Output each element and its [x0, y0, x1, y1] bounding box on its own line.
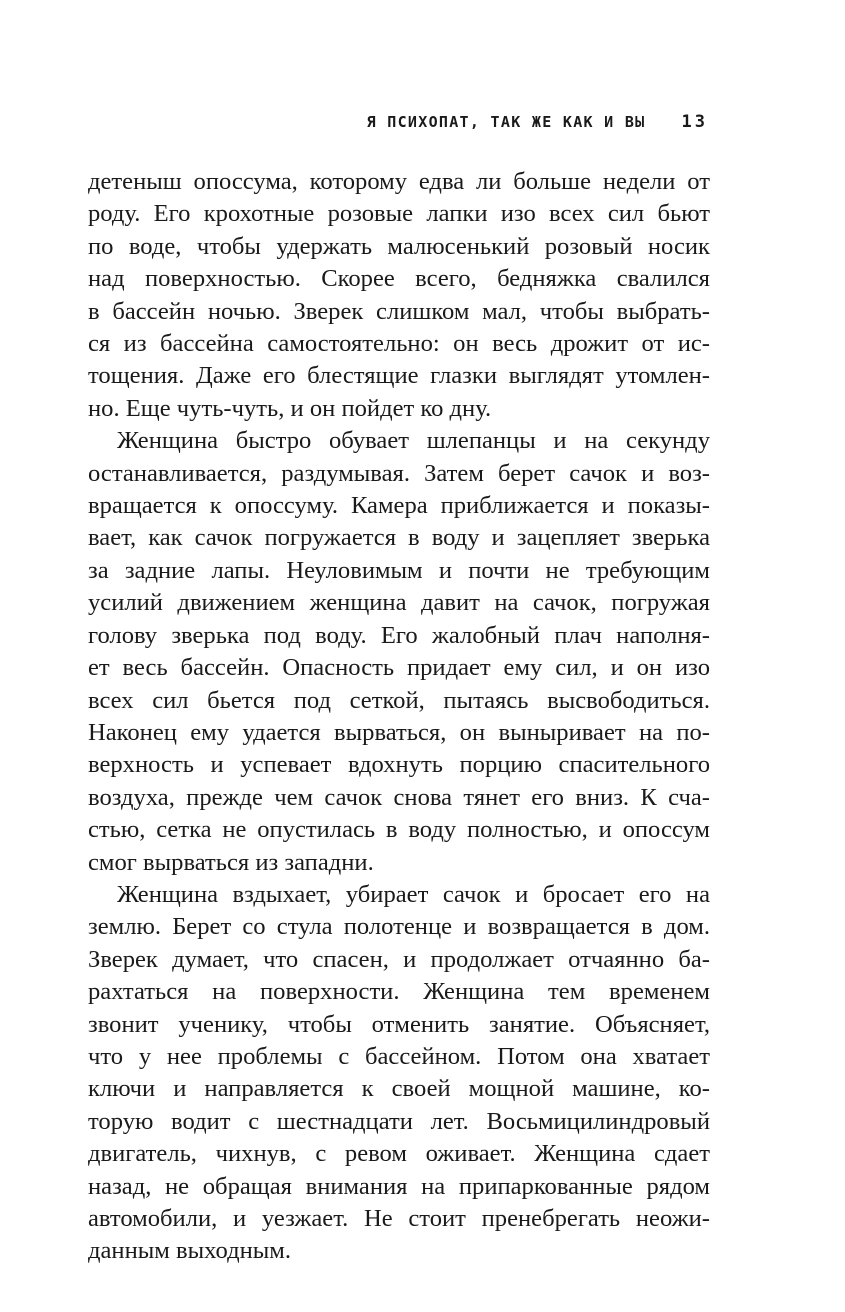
text-line: землю. Берет со стула полотенце и возвращается в дом. [88, 913, 710, 941]
text-line: по воде, чтобы удержать малюсенький розовый носик [88, 232, 710, 260]
text-line: торую водит с шестнадцати лет. Восьмицилиндровый [88, 1107, 710, 1135]
text-line: за задние лапы. Неуловимым и почти не требующим [88, 556, 710, 584]
text-line: Женщина быстро обувает шлепанцы и на секунду [117, 427, 710, 455]
text-line: стью, сетка не опустилась в воду полностью, и опоссум [88, 816, 710, 844]
paragraph [88, 425, 710, 879]
text-line: Женщина вздыхает, убирает сачок и бросает его на [117, 880, 710, 908]
text-line: двигатель, чихнув, с ревом оживает. Женщина сдает [88, 1140, 710, 1168]
text-line: в бассейн ночью. Зверек слишком мал, чтобы выбрать- [88, 297, 710, 325]
text-line: останавливается, раздумывая. Затем берет сачок и воз- [88, 459, 710, 487]
page-number: 13 [681, 112, 708, 132]
text-line: ключи и направляется к своей мощной машине, ко- [88, 1075, 710, 1103]
running-header [367, 112, 708, 132]
text-line: всех сил бьется под сеткой, пытаясь высвободиться. [88, 686, 710, 714]
text-line: детеныш опоссума, которому едва ли больше недели от [88, 168, 710, 195]
text-line: воздуха, прежде чем сачок снова тянет его вниз. К сча- [88, 783, 710, 811]
text-line: ет весь бассейн. Опасность придает ему сил, и он изо [88, 654, 710, 682]
text-line: назад, не обращая внимания на припаркованные рядом [88, 1172, 710, 1200]
text-line: Зверек думает, что спасен, и продолжает отчаянно ба- [88, 945, 710, 973]
paragraph [88, 166, 710, 425]
text-line: смог вырваться из западни. [88, 848, 374, 876]
text-line: вращается к опоссуму. Камера приближается и показы- [88, 492, 710, 520]
text-line: звонит ученику, чтобы отменить занятие. Объясняет, [88, 1010, 710, 1038]
text-line: но. Еще чуть-чуть, и он пойдет ко дну. [88, 394, 492, 422]
text-line: роду. Его крохотные розовые лапки изо всех сил бьют [88, 200, 710, 228]
text-line: вает, как сачок погружается в воду и зацепляет зверька [88, 524, 710, 552]
text-line: что у нее проблемы с бассейном. Потом она хватает [88, 1042, 710, 1070]
text-line: ся из бассейна самостоятельно: он весь дрожит от ис- [88, 330, 710, 358]
body-text [88, 166, 710, 1268]
paragraph [88, 879, 710, 1268]
text-line: голову зверька под воду. Его жалобный плач наполня- [88, 621, 710, 649]
text-line: верхность и успевает вдохнуть порцию спасительного [88, 751, 710, 779]
chapter-title: Я ПСИХОПАТ, ТАК ЖЕ КАК И ВЫ [366, 113, 646, 131]
text-line: рахтаться на поверхности. Женщина тем временем [88, 978, 710, 1006]
text-line: тощения. Даже его блестящие глазки выглядят утомлен- [88, 362, 710, 390]
text-line: над поверхностью. Скорее всего, бедняжка свалился [88, 265, 710, 293]
text-line: Наконец ему удается вырваться, он выныривает на по- [88, 718, 710, 746]
text-line: усилий движением женщина давит на сачок, погружая [88, 589, 710, 617]
text-line: данным выходным. [88, 1237, 291, 1265]
text-line: автомобили, и уезжает. Не стоит пренебрегать неожи- [88, 1205, 710, 1232]
